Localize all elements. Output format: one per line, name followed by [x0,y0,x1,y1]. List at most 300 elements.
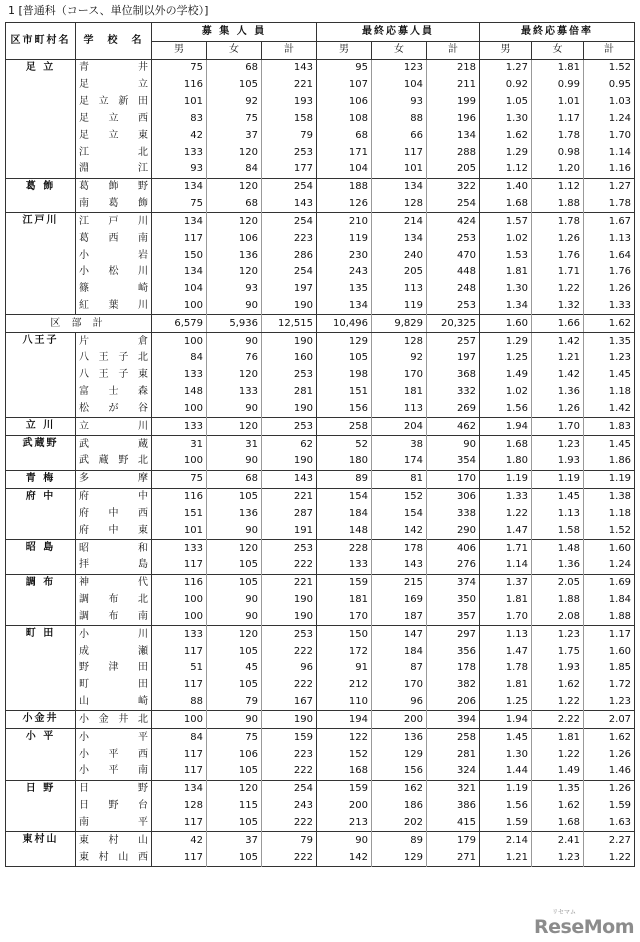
recruitment-female-cell: 90 [207,453,262,470]
header-final-applicants: 最終応募人員 [317,23,480,42]
header-female: 女 [372,41,427,60]
recruitment-female-cell: 106 [207,746,262,763]
applicants-male-cell: 172 [317,643,372,660]
table-body [6,60,635,867]
applicants-male-cell: 181 [317,592,372,609]
recruitment-total-cell: 286 [262,247,317,264]
school-name: 神 代 [79,577,148,589]
recruitment-total-cell: 222 [262,849,317,866]
applicants-total-cell: 257 [427,333,480,350]
ratio-total-cell: 1.27 [584,178,635,195]
school-name: 富 士 森 [79,386,148,398]
recruitment-total-cell: 79 [262,832,317,849]
recruitment-total-cell: 222 [262,557,317,574]
applicants-total-cell: 197 [427,350,480,367]
recruitment-male-cell: 133 [152,418,207,436]
school-name-cell [76,453,152,470]
recruitment-total-cell: 190 [262,592,317,609]
applicants-male-cell: 134 [317,298,372,315]
recruitment-total-cell: 223 [262,746,317,763]
applicants-male-cell: 10,496 [317,315,372,333]
recruitment-female-cell: 68 [207,60,262,77]
school-name-cell [76,384,152,401]
ratio-total-cell: 1.46 [584,763,635,780]
applicants-total-cell: 354 [427,453,480,470]
applicants-male-cell: 243 [317,264,372,281]
recruitment-male-cell: 134 [152,178,207,195]
table-row [6,350,635,367]
table-row [6,592,635,609]
applicants-male-cell: 198 [317,367,372,384]
school-name: 葛 飾 野 [79,181,148,193]
district-name-cell: 小金井 [6,711,76,729]
recruitment-female-cell: 90 [207,609,262,626]
school-name: 小 金 井 北 [79,713,148,725]
district-name-cell: 町 田 [6,626,76,711]
applicants-male-cell: 228 [317,540,372,557]
table-row [6,161,635,178]
header-total: 計 [584,41,635,60]
school-name: 篠 崎 [79,283,148,295]
recruitment-female-cell: 90 [207,522,262,539]
ratio-male-cell: 1.29 [480,333,532,350]
recruitment-total-cell: 167 [262,694,317,711]
school-name: 足 立 新 田 [79,96,148,108]
ratio-female-cell: 1.36 [532,557,584,574]
recruitment-female-cell: 105 [207,677,262,694]
ratio-female-cell: 1.68 [532,814,584,831]
ratio-male-cell: 1.49 [480,367,532,384]
recruitment-total-cell: 253 [262,540,317,557]
recruitment-total-cell: 223 [262,230,317,247]
applicants-male-cell: 159 [317,574,372,591]
table-row [6,110,635,127]
table-row [6,626,635,643]
ratio-male-cell: 1.81 [480,264,532,281]
applicants-female-cell: 143 [372,557,427,574]
ratio-female-cell: 2.08 [532,609,584,626]
recruitment-female-cell: 37 [207,127,262,144]
recruitment-female-cell: 31 [207,436,262,453]
recruitment-female-cell: 120 [207,540,262,557]
applicants-male-cell: 188 [317,178,372,195]
recruitment-female-cell: 45 [207,660,262,677]
school-name: 淵 江 [79,163,148,175]
applicants-total-cell: 271 [427,849,480,866]
applicants-female-cell: 204 [372,418,427,436]
school-name: 調 布 北 [79,594,148,606]
applicants-female-cell: 152 [372,488,427,505]
applicants-total-cell: 338 [427,506,480,523]
school-name-cell [76,144,152,161]
recruitment-female-cell: 136 [207,506,262,523]
school-name-cell [76,367,152,384]
ratio-female-cell: 1.62 [532,677,584,694]
applicants-female-cell: 93 [372,94,427,111]
ratio-total-cell: 1.52 [584,60,635,77]
recruitment-total-cell: 243 [262,798,317,815]
ratio-female-cell: 0.99 [532,77,584,94]
table-row [6,333,635,350]
applicants-male-cell: 52 [317,436,372,453]
recruitment-total-cell: 143 [262,196,317,213]
recruitment-male-cell: 42 [152,832,207,849]
recruitment-male-cell: 75 [152,60,207,77]
table-row [6,522,635,539]
applicants-female-cell: 200 [372,711,427,729]
header-male: 男 [480,41,532,60]
ratio-female-cell: 1.45 [532,488,584,505]
recruitment-female-cell: 92 [207,94,262,111]
header-male: 男 [317,41,372,60]
ratio-female-cell: 1.12 [532,178,584,195]
ratio-female-cell: 2.22 [532,711,584,729]
applicants-female-cell: 147 [372,626,427,643]
school-name: 府 中 東 [79,524,148,536]
school-name: 府 中 西 [79,507,148,519]
table-row [6,729,635,746]
applicants-male-cell: 154 [317,488,372,505]
ratio-total-cell: 1.18 [584,384,635,401]
table-row [6,436,635,453]
table-row [6,746,635,763]
school-name-cell [76,127,152,144]
applicants-male-cell: 126 [317,196,372,213]
applicants-male-cell: 142 [317,849,372,866]
school-name-cell [76,350,152,367]
applicants-female-cell: 202 [372,814,427,831]
school-name-cell [76,522,152,539]
applicants-total-cell: 90 [427,436,480,453]
ratio-total-cell: 1.59 [584,798,635,815]
recruitment-female-cell: 68 [207,470,262,488]
recruitment-female-cell: 90 [207,298,262,315]
school-name-cell [76,780,152,797]
school-name-cell [76,643,152,660]
applicants-total-cell: 281 [427,746,480,763]
ratio-female-cell: 2.05 [532,574,584,591]
ratio-total-cell: 1.23 [584,350,635,367]
recruitment-male-cell: 101 [152,522,207,539]
recruitment-female-cell: 105 [207,763,262,780]
district-name-cell: 東村山 [6,832,76,867]
school-name-cell [76,213,152,230]
applicants-total-cell: 415 [427,814,480,831]
ratio-female-cell: 1.26 [532,230,584,247]
applicants-female-cell: 240 [372,247,427,264]
applicants-total-cell: 253 [427,230,480,247]
school-name-cell [76,60,152,77]
applicants-total-cell: 276 [427,557,480,574]
recruitment-total-cell: 160 [262,350,317,367]
applicants-total-cell: 394 [427,711,480,729]
ratio-male-cell: 1.47 [480,522,532,539]
school-name: 小 岩 [79,249,148,261]
applicants-total-cell: 253 [427,298,480,315]
school-name: 成 瀬 [79,645,148,657]
recruitment-total-cell: 197 [262,281,317,298]
school-name-cell [76,849,152,866]
ratio-female-cell: 1.78 [532,127,584,144]
applicants-total-cell: 462 [427,418,480,436]
school-name-cell [76,592,152,609]
applicants-female-cell: 128 [372,333,427,350]
school-name-cell [76,298,152,315]
school-name: 青 井 [79,62,148,74]
recruitment-male-cell: 100 [152,711,207,729]
applicants-female-cell: 170 [372,367,427,384]
ratio-male-cell: 1.25 [480,694,532,711]
applicants-male-cell: 168 [317,763,372,780]
recruitment-male-cell: 100 [152,298,207,315]
district-name-cell: 武蔵野 [6,436,76,471]
recruitment-male-cell: 117 [152,677,207,694]
applicants-female-cell: 170 [372,677,427,694]
applicants-total-cell: 321 [427,780,480,797]
ratio-female-cell: 1.93 [532,660,584,677]
school-name-cell [76,247,152,264]
recruitment-total-cell: 281 [262,384,317,401]
table-row [6,849,635,866]
school-name-cell [76,333,152,350]
school-name: 府 中 [79,491,148,503]
applicants-male-cell: 171 [317,144,372,161]
ratio-female-cell: 1.42 [532,333,584,350]
table-row [6,367,635,384]
recruitment-male-cell: 101 [152,94,207,111]
applicants-female-cell: 9,829 [372,315,427,333]
school-name: 多 摩 [79,473,148,485]
applicants-female-cell: 119 [372,298,427,315]
applicants-male-cell: 148 [317,522,372,539]
ratio-total-cell: 1.42 [584,401,635,418]
header-male: 男 [152,41,207,60]
school-name: 山 崎 [79,696,148,708]
recruitment-female-cell: 136 [207,247,262,264]
applicants-male-cell: 258 [317,418,372,436]
applicants-total-cell: 386 [427,798,480,815]
school-name-cell [76,814,152,831]
applicants-female-cell: 205 [372,264,427,281]
applicants-male-cell: 180 [317,453,372,470]
school-name: 小 川 [79,628,148,640]
school-name: 日 野 [79,783,148,795]
table-row [6,832,635,849]
district-name-cell: 日 野 [6,780,76,831]
recruitment-female-cell: 93 [207,281,262,298]
ratio-male-cell: 1.05 [480,94,532,111]
school-name-cell [76,711,152,729]
applicants-male-cell: 91 [317,660,372,677]
applicants-total-cell: 322 [427,178,480,195]
recruitment-total-cell: 253 [262,418,317,436]
recruitment-total-cell: 96 [262,660,317,677]
table-row [6,401,635,418]
recruitment-female-cell: 105 [207,574,262,591]
ratio-total-cell: 1.16 [584,161,635,178]
ratio-male-cell: 1.21 [480,849,532,866]
table-caption: 1 [普通科（コース、単位制以外の学校）] [8,4,209,17]
ratio-male-cell: 1.68 [480,436,532,453]
school-name-cell [76,401,152,418]
recruitment-total-cell: 222 [262,643,317,660]
applicants-female-cell: 156 [372,763,427,780]
ratio-male-cell: 1.33 [480,488,532,505]
recruitment-male-cell: 117 [152,746,207,763]
applicants-female-cell: 88 [372,110,427,127]
school-name-cell [76,436,152,453]
district-name-cell: 足 立 [6,60,76,179]
district-name-cell: 府 中 [6,488,76,539]
applicants-male-cell: 122 [317,729,372,746]
ratio-male-cell: 2.14 [480,832,532,849]
applicants-total-cell: 356 [427,643,480,660]
table-row [6,711,635,729]
school-name: 南 平 [79,816,148,828]
recruitment-total-cell: 190 [262,711,317,729]
recruitment-total-cell: 193 [262,94,317,111]
ratio-total-cell: 1.03 [584,94,635,111]
ratio-total-cell: 1.23 [584,694,635,711]
table-row [6,643,635,660]
ratio-female-cell: 1.20 [532,161,584,178]
applicants-female-cell: 187 [372,609,427,626]
applicants-male-cell: 212 [317,677,372,694]
ratio-female-cell: 1.70 [532,418,584,436]
ratio-total-cell: 1.84 [584,592,635,609]
ratio-male-cell: 1.40 [480,178,532,195]
district-name-cell: 立 川 [6,418,76,436]
ratio-female-cell: 1.35 [532,780,584,797]
recruitment-female-cell: 105 [207,814,262,831]
recruitment-total-cell: 191 [262,522,317,539]
table-row [6,264,635,281]
school-name-cell [76,470,152,488]
ratio-male-cell: 1.78 [480,660,532,677]
applicants-total-cell: 170 [427,470,480,488]
ratio-female-cell: 1.76 [532,247,584,264]
school-name: 足 立 東 [79,129,148,141]
recruitment-male-cell: 42 [152,127,207,144]
ratio-male-cell: 1.56 [480,401,532,418]
recruitment-male-cell: 134 [152,264,207,281]
recruitment-male-cell: 128 [152,798,207,815]
recruitment-male-cell: 100 [152,592,207,609]
recruitment-male-cell: 117 [152,230,207,247]
recruitment-female-cell: 120 [207,178,262,195]
ratio-male-cell: 1.34 [480,298,532,315]
recruitment-total-cell: 158 [262,110,317,127]
recruitment-male-cell: 100 [152,453,207,470]
applicants-total-cell: 20,325 [427,315,480,333]
applicants-total-cell: 178 [427,660,480,677]
school-name: 八 王 子 北 [79,352,148,364]
applicants-male-cell: 68 [317,127,372,144]
applicants-male-cell: 200 [317,798,372,815]
applicants-total-cell: 199 [427,94,480,111]
recruitment-total-cell: 190 [262,609,317,626]
recruitment-male-cell: 104 [152,281,207,298]
ratio-total-cell: 1.45 [584,367,635,384]
applicants-total-cell: 269 [427,401,480,418]
recruitment-female-cell: 120 [207,367,262,384]
applicants-female-cell: 38 [372,436,427,453]
applicants-female-cell: 89 [372,832,427,849]
ratio-total-cell: 1.67 [584,213,635,230]
recruitment-female-cell: 120 [207,213,262,230]
school-name-cell [76,94,152,111]
ratio-female-cell: 1.62 [532,798,584,815]
recruitment-female-cell: 120 [207,418,262,436]
recruitment-female-cell: 79 [207,694,262,711]
ratio-total-cell: 1.85 [584,660,635,677]
recruitment-total-cell: 254 [262,213,317,230]
applicants-male-cell: 119 [317,230,372,247]
summary-label: 区 部 計 [6,315,152,333]
ratio-male-cell: 1.22 [480,506,532,523]
recruitment-female-cell: 90 [207,711,262,729]
ratio-male-cell: 1.30 [480,110,532,127]
applicants-male-cell: 135 [317,281,372,298]
applicants-male-cell: 150 [317,626,372,643]
school-name: 江 北 [79,146,148,158]
ratio-female-cell: 1.88 [532,196,584,213]
applicants-male-cell: 230 [317,247,372,264]
recruitment-total-cell: 222 [262,677,317,694]
school-name: 小 松 川 [79,266,148,278]
school-name: 町 田 [79,679,148,691]
applicants-male-cell: 108 [317,110,372,127]
recruitment-male-cell: 116 [152,488,207,505]
ratio-total-cell: 1.88 [584,609,635,626]
applicants-total-cell: 368 [427,367,480,384]
ratio-male-cell: 1.02 [480,230,532,247]
recruitment-female-cell: 105 [207,643,262,660]
applicants-female-cell: 154 [372,506,427,523]
recruitment-male-cell: 133 [152,367,207,384]
ratio-total-cell: 1.13 [584,230,635,247]
table-row [6,281,635,298]
applicants-female-cell: 215 [372,574,427,591]
table-row [6,384,635,401]
ratio-male-cell: 1.68 [480,196,532,213]
ratio-female-cell: 1.78 [532,213,584,230]
ratio-total-cell: 1.35 [584,333,635,350]
applicants-female-cell: 101 [372,161,427,178]
recruitment-male-cell: 93 [152,161,207,178]
recruitment-total-cell: 221 [262,488,317,505]
table-row [6,506,635,523]
applicants-total-cell: 424 [427,213,480,230]
recruitment-total-cell: 253 [262,626,317,643]
school-name: 調 布 南 [79,610,148,622]
school-name-cell [76,281,152,298]
ratio-female-cell: 1.36 [532,384,584,401]
ratio-total-cell: 1.24 [584,557,635,574]
ratio-total-cell: 2.27 [584,832,635,849]
ratio-male-cell: 1.81 [480,592,532,609]
applicants-female-cell: 142 [372,522,427,539]
header-female: 女 [532,41,584,60]
ratio-total-cell: 1.63 [584,814,635,831]
header-school: 学 校 名 [76,23,152,60]
applicants-total-cell: 288 [427,144,480,161]
ratio-male-cell: 1.02 [480,384,532,401]
table-row [6,230,635,247]
applicants-male-cell: 151 [317,384,372,401]
school-name: 片 倉 [79,335,148,347]
school-name-cell [76,196,152,213]
